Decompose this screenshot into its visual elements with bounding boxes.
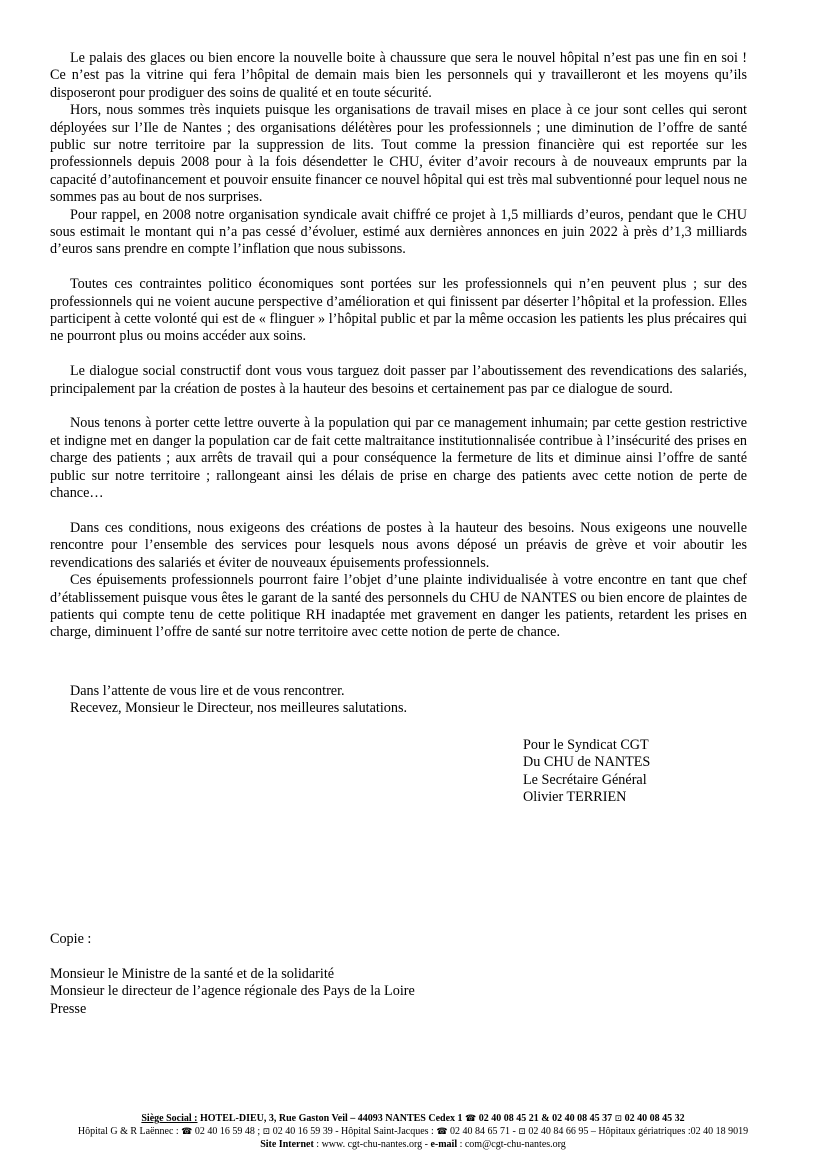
footer-hospitals-line xyxy=(0,1125,826,1138)
siege-label: Siège Social : xyxy=(141,1113,198,1124)
copy-label: Copie : xyxy=(50,931,92,947)
phone-icon: ☎ xyxy=(181,1126,193,1137)
salutation-line: Recevez, Monsieur le Directeur, nos meilleures salutations. xyxy=(70,700,408,717)
signature-union: Pour le Syndicat CGT xyxy=(523,737,649,753)
signature-name: Olivier TERRIEN xyxy=(523,789,627,806)
signature-title: Le Secrétaire Général xyxy=(523,771,647,788)
paragraph-work-organisation: Hors, nous sommes très inquiets puisque les organisations de travail mises en place à ce jour sont celles qui seront déployées sur l’Ile de Nantes ; des organisations délétères pour les professionnels ; une diminution de l’offre de santé public sur notre territoire par la suppression de lits. Tout comme la pression financière qui est reportée sur les professionnels depuis 2008 pour à la fois désendetter le CHU, éviter d’avoir recours à de nouveaux emprunts par la capacité d’autofinancement et pouvoir ensuite financer ce nouvel hôpital qui est très mal subventionné pour lequel nous ne sommes pas au bout de nos surprises. xyxy=(50,102,747,206)
closing-line: Dans l’attente de vous lire et de vous rencontrer. xyxy=(70,683,345,699)
siege-fax: 02 40 08 45 32 xyxy=(624,1113,685,1124)
copy-block xyxy=(50,931,415,1018)
fax-icon: ⊡ xyxy=(262,1126,271,1137)
paragraph-social-dialogue: Le dialogue social constructif dont vous vous targuez doit passer par l’aboutissement des revendications des salariés, principalement par la création de postes à la hauteur des besoins et certainement pas par ce dialogue de sourd. xyxy=(50,363,747,397)
siege-phone: 02 40 08 45 21 xyxy=(478,1113,539,1124)
signature-block xyxy=(523,737,650,807)
footer-web-line xyxy=(0,1139,826,1151)
laennec-label: Hôpital G & R Laënnec : xyxy=(77,1126,179,1138)
siege-address: HOTEL-DIEU, 3, Rue Gaston Veil – 44093 NANTES Cedex 1 xyxy=(199,1113,463,1124)
internet-label: Site Internet xyxy=(260,1138,314,1150)
paragraph-open-letter: Nous tenons à porter cette lettre ouverte à la population qui par ce management inhumain; par cette gestion restrictive et indigne met en danger la population car de fait cette maltraitance institutionnalisée contribue à l’insécurité des prises en charge des patients ; aux arrêts de travail qui a pour conséquence la fermeture de lits et diminue ainsi l’offre de santé public sur notre territoire ; rallongeant ainsi les délais de prise en charge des patients avec cette notion de perte de chance… xyxy=(50,415,747,502)
saint-jacques-phone: 02 40 84 65 71 - xyxy=(450,1126,516,1138)
paragraph-constraints: Toutes ces contraintes politico économiques sont portées sur les professionnels qui n’en peuvent plus ; sur des professionnels qui ne voient aucune perspective d’amélioration et qui finissent par déserter l’hôpital et la profession. Elles participent à cette volonté qui est de « flinguer » l’hôpital public et par la même occasion les patients les plus précaires qui ne pourront plus ou moins accéder aux soins. xyxy=(50,276,747,345)
paragraph-demands: Dans ces conditions, nous exigeons des créations de postes à la hauteur des besoins. Nous exigeons une nouvelle rencontre pour l’ensemble des services pour lesquels nous avons déposé un préavis de grève et voir aboutir les revendications des salariés et éviter de nouveaux épuisements professionnels. xyxy=(50,519,747,571)
paragraph-project-cost: Pour rappel, en 2008 notre organisation syndicale avait chiffré ce projet à 1,5 milliards d’euros, pendant que le CHU sous estimait le montant qui n’a pas cessé d’évoluer, estimé aux dernières annonces en juin 2022 à près d’1,3 milliards d’euros sans prendre en compte l’inflation que nous subissons. xyxy=(50,206,747,258)
saint-jacques-fax: 02 40 84 66 95 – Hôpitaux gériatriques :02 40 18 9019 xyxy=(528,1126,749,1138)
laennec-phone: 02 40 16 59 48 ; xyxy=(194,1126,261,1138)
copy-recipient: Monsieur le Ministre de la santé et de la solidarité xyxy=(50,965,335,982)
email-link[interactable]: : com@cgt-chu-nantes.org xyxy=(459,1138,566,1150)
phone-icon: ☎ xyxy=(436,1126,448,1137)
copy-recipient: Monsieur le directeur de l’agence régionale des Pays de la Loire xyxy=(50,983,415,1000)
letter-body xyxy=(50,50,747,642)
fax-icon: ⊡ xyxy=(614,1113,623,1123)
laennec-fax: 02 40 16 59 39 - Hôpital Saint-Jacques : xyxy=(272,1126,434,1138)
paragraph-new-hospital: Le palais des glaces ou bien encore la nouvelle boite à chaussure que sera le nouvel hôpital n’est pas une fin en soi ! Ce n’est pas la vitrine qui fera l’hôpital de demain mais bien les personnels qui y travailleront et les moyens qu’ils disposeront pour prodiguer des soins de qualité et en toute sécurité. xyxy=(50,50,747,101)
fax-icon: ⊡ xyxy=(518,1126,526,1137)
closing-block xyxy=(70,683,407,718)
siege-and: & xyxy=(541,1113,550,1124)
siege-phone: 02 40 08 45 37 xyxy=(552,1113,613,1124)
copy-recipient: Presse xyxy=(50,1000,87,1017)
paragraph-complaints: Ces épuisements professionnels pourront faire l’objet d’une plainte individualisée à votre encontre en tant que chef d’établissement puisque vous êtes le garant de la santé des personnels du CHU de NANTES ou bien encore de plaintes de patients qui compte tenu de cette politique RH inadaptée met gravement en danger les patients, retardent les prises en charge, diminuent l’offre de santé sur notre territoire avec cette notion de perte de chance. xyxy=(50,572,747,641)
footer-siege-line xyxy=(0,1112,826,1125)
footer xyxy=(0,1112,826,1151)
email-label: e-mail xyxy=(430,1138,458,1150)
phone-icon: ☎ xyxy=(465,1113,477,1123)
signature-hospital: Du CHU de NANTES xyxy=(523,754,651,771)
internet-link[interactable]: : www. cgt-chu-nantes.org - xyxy=(316,1138,428,1150)
